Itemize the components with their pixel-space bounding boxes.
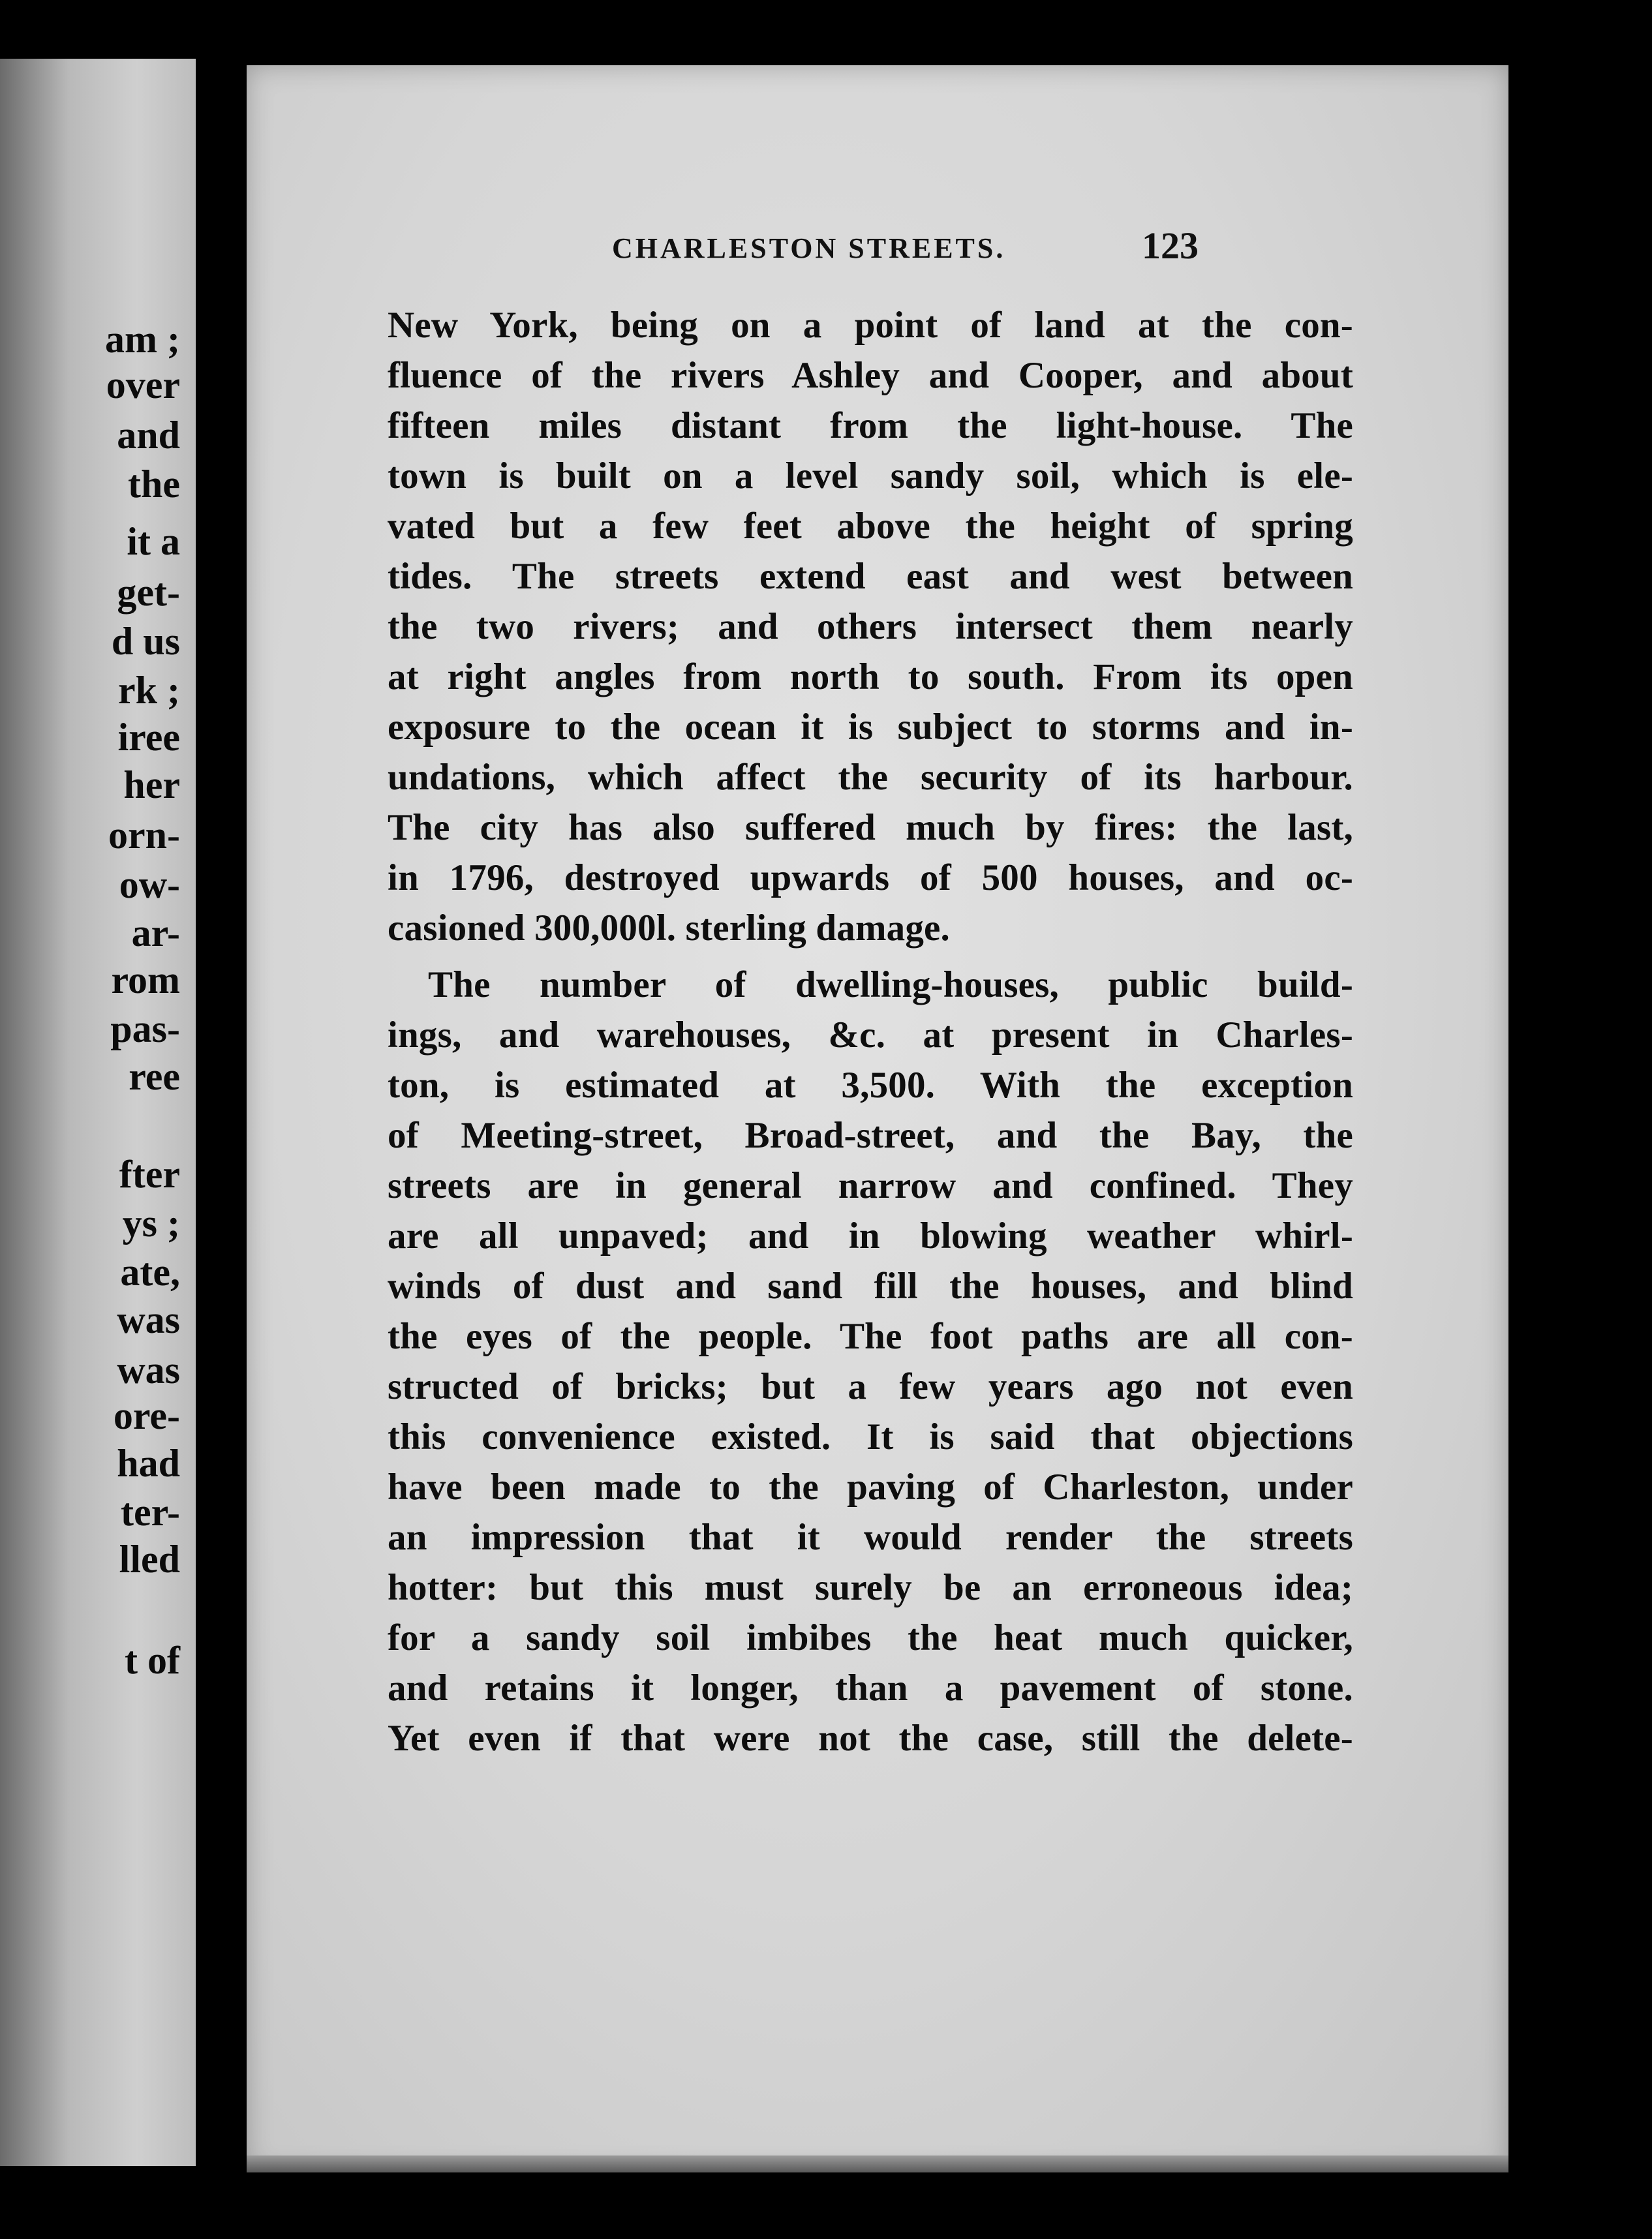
previous-page-text-fragment: orn-: [108, 814, 180, 857]
text-line: for a sandy soil imbibes the heat much quicker,: [388, 1617, 1353, 1658]
text-line: fluence of the rivers Ashley and Cooper, and about: [388, 355, 1353, 396]
previous-page-text-fragment: fter: [119, 1153, 180, 1196]
page-bottom-edge: [247, 2155, 1508, 2172]
paragraph-end-line: casioned 300,000l. sterling damage.: [388, 907, 950, 949]
running-head: CHARLESTON STREETS.: [612, 232, 1006, 264]
previous-page-text-fragment: ree: [129, 1055, 180, 1098]
previous-page-edge: [0, 59, 196, 2166]
previous-page-text-fragment: ter-: [121, 1491, 180, 1534]
previous-page-text-fragment: the: [128, 463, 180, 506]
previous-page-text-fragment: had: [117, 1442, 180, 1485]
previous-page-text-fragment: ate,: [120, 1251, 180, 1294]
previous-page-text-fragment: get-: [117, 571, 180, 614]
previous-page-text-fragment: ys ;: [122, 1202, 180, 1245]
text-line: fifteen miles distant from the light-house. The: [388, 405, 1353, 446]
previous-page-text-fragment: her: [123, 763, 180, 806]
previous-page-text-fragment: am ;: [105, 318, 180, 361]
previous-page-text-fragment: rk ;: [118, 669, 180, 712]
page-number: 123: [1142, 224, 1199, 267]
text-line: town is built on a level sandy soil, which is ele-: [388, 455, 1353, 496]
text-line: an impression that it would render the streets: [388, 1517, 1353, 1558]
text-line: at right angles from north to south. From its open: [388, 656, 1353, 697]
text-line: structed of bricks; but a few years ago not even: [388, 1366, 1353, 1407]
book-gutter: [196, 0, 247, 2239]
text-line: tides. The streets extend east and west between: [388, 556, 1353, 597]
previous-page-text-fragment: lled: [119, 1538, 180, 1581]
text-line: The city has also suffered much by fires: the last,: [388, 807, 1353, 848]
text-line: the two rivers; and others intersect them nearly: [388, 606, 1353, 647]
body-text: [388, 300, 1353, 1763]
previous-page-text-fragment: over: [106, 363, 180, 406]
book-page: [247, 65, 1508, 2172]
previous-page-text-fragment: rom: [111, 958, 180, 1001]
text-line: vated but a few feet above the height of spring: [388, 506, 1353, 547]
text-line: in 1796, destroyed upwards of 500 houses, and oc-: [388, 857, 1353, 898]
previous-page-text-fragment: iree: [117, 716, 180, 759]
text-line: this convenience existed. It is said that objections: [388, 1416, 1353, 1457]
previous-page-text-fragment: was: [117, 1348, 180, 1392]
text-line: exposure to the ocean it is subject to storms and in-: [388, 707, 1353, 748]
previous-page-text-fragment: pas-: [110, 1007, 180, 1050]
text-line: ton, is estimated at 3,500. With the exception: [388, 1065, 1353, 1106]
paragraph-start-line: The number of dwelling-houses, public build-: [428, 964, 1353, 1005]
previous-page-text-fragment: it a: [127, 520, 180, 563]
previous-page-text-fragment: and: [117, 414, 180, 457]
text-line: hotter: but this must surely be an erroneous idea;: [388, 1567, 1353, 1608]
text-line: are all unpaved; and in blowing weather whirl-: [388, 1215, 1353, 1257]
previous-page-text-fragment: ore-: [113, 1394, 180, 1437]
text-line: ings, and warehouses, &c. at present in Charles-: [388, 1014, 1353, 1056]
text-line: undations, which affect the security of its harbour.: [388, 757, 1353, 798]
text-line: the eyes of the people. The foot paths are all con-: [388, 1316, 1353, 1357]
previous-page-text-fragment: ar-: [131, 911, 180, 954]
previous-page-text-fragment: ow-: [119, 863, 180, 906]
previous-page-text-fragment: d us: [111, 620, 180, 663]
text-line: New York, being on a point of land at the con-: [388, 305, 1353, 346]
text-line: Yet even if that were not the case, still the delete-: [388, 1718, 1353, 1759]
text-line: winds of dust and sand fill the houses, and blind: [388, 1266, 1353, 1307]
text-line: and retains it longer, than a pavement of stone.: [388, 1668, 1353, 1709]
text-line: streets are in general narrow and confined. They: [388, 1165, 1353, 1206]
text-line: of Meeting-street, Broad-street, and the Bay, the: [388, 1115, 1353, 1156]
text-line: have been made to the paving of Charleston, under: [388, 1467, 1353, 1508]
previous-page-text-fragment: was: [117, 1298, 180, 1341]
previous-page-text-fragment: t of: [125, 1639, 180, 1682]
